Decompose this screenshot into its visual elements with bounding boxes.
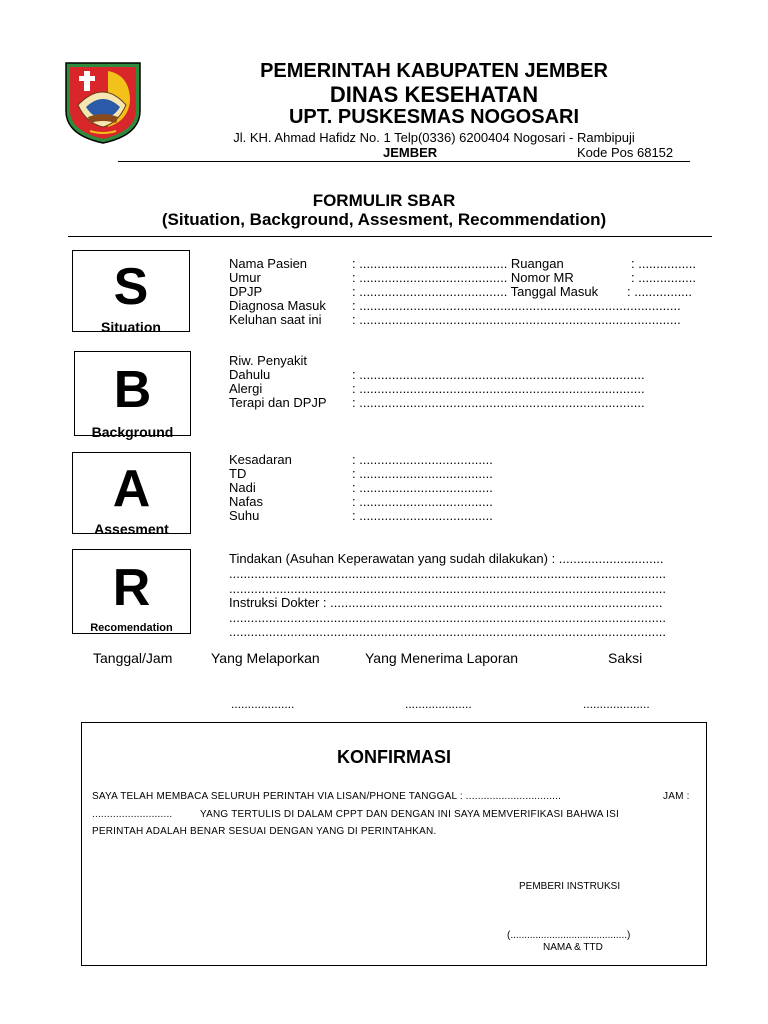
field-tindakan-line-2[interactable]: ......................................................................................................................... — [229, 581, 667, 596]
field-suhu[interactable]: : ..................................... — [352, 508, 493, 523]
field-nomor-mr[interactable]: : ................ — [631, 270, 697, 285]
field-kesadaran[interactable]: : ..................................... — [352, 452, 493, 467]
header-postal-code: Kode Pos 68152 — [577, 145, 674, 160]
situation-box — [72, 250, 190, 335]
label-terapi-dpjp: Terapi dan DPJP — [229, 395, 327, 410]
header-department: DINAS KESEHATAN — [329, 82, 539, 107]
background-label: Background — [91, 424, 174, 440]
label-suhu: Suhu — [229, 508, 260, 523]
konfirmasi-jam-label: JAM : — [663, 791, 690, 802]
signature-yang-menerima: Yang Menerima Laporan — [365, 650, 519, 666]
konfirmasi-statement-line-2: YANG TERTULIS DI DALAM CPPT DAN DENGAN INI SAYA MEMVERIFIKASI BAHWA ISI — [200, 809, 619, 820]
field-riwayat-dahulu[interactable]: : ............................................................................... — [352, 367, 645, 382]
signature-saksi: Saksi — [608, 650, 643, 666]
title-divider — [68, 236, 712, 237]
header-government: PEMERINTAH KABUPATEN JEMBER — [260, 60, 608, 82]
pemberi-instruksi-label: PEMBERI INSTRUKSI — [519, 881, 621, 892]
pemberi-instruksi-signature-field[interactable]: (..........................................) — [507, 930, 631, 941]
field-nadi[interactable]: : ..................................... — [352, 480, 493, 495]
field-diagnosa[interactable]: : ......................................................................................... — [352, 298, 681, 313]
konfirmasi-title: KONFIRMASI — [337, 747, 451, 767]
background-box — [74, 351, 191, 440]
label-riwayat-penyakit: Riw. Penyakit — [229, 353, 308, 368]
label-td: TD — [229, 466, 247, 481]
label-diagnosa: Diagnosa Masuk — [229, 298, 326, 313]
signature-tanggal-jam: Tanggal/Jam — [93, 650, 173, 666]
signature-yang-melaporkan: Yang Melaporkan — [211, 650, 320, 666]
field-ruangan[interactable]: : ................ — [631, 256, 697, 271]
form-subtitle: (Situation, Background, Assesment, Recommendation) — [161, 210, 607, 229]
konfirmasi-jam-field[interactable]: ........................... — [92, 809, 173, 820]
signature-line-melaporkan[interactable]: ................... — [231, 697, 295, 711]
field-instruksi-line-1[interactable]: ......................................................................................................................... — [229, 610, 667, 625]
recommendation-letter: R — [112, 559, 151, 617]
field-tindakan[interactable]: Tindakan (Asuhan Keperawatan yang sudah dilakukan) : ............................. — [229, 551, 664, 566]
label-alergi: Alergi — [229, 381, 263, 396]
assessment-box — [72, 452, 191, 537]
label-kesadaran: Kesadaran — [229, 452, 292, 467]
field-instruksi-dokter[interactable]: Instruksi Dokter : ............................................................................................ — [229, 595, 663, 610]
field-instruksi-line-2[interactable]: ......................................................................................................................... — [229, 624, 667, 639]
recommendation-box — [72, 549, 191, 634]
situation-letter: S — [113, 258, 149, 316]
header-city: JEMBER — [383, 145, 438, 160]
nama-ttd-label: NAMA & TTD — [543, 942, 603, 953]
label-dpjp: DPJP — [229, 284, 263, 299]
header-divider — [118, 161, 690, 162]
field-umur-nomor-mr[interactable]: : ......................................... Nomor MR — [352, 270, 574, 285]
field-nafas[interactable]: : ..................................... — [352, 494, 493, 509]
field-tanggal-masuk[interactable]: : ................ — [627, 284, 693, 299]
field-terapi-dpjp[interactable]: : ............................................................................... — [352, 395, 645, 410]
label-umur: Umur — [229, 270, 261, 285]
header-address: Jl. KH. Ahmad Hafidz No. 1 Telp(0336) 6200404 Nogosari - Rambipuji — [233, 130, 635, 145]
label-nafas: Nafas — [229, 494, 263, 509]
label-keluhan: Keluhan saat ini — [229, 312, 322, 327]
situation-label: Situation — [101, 319, 161, 335]
header-unit: UPT. PUSKESMAS NOGOSARI — [288, 106, 580, 128]
label-dahulu: Dahulu — [229, 367, 271, 382]
recommendation-label: Recomendation — [90, 622, 173, 634]
signature-line-saksi[interactable]: .................... — [583, 697, 650, 711]
assessment-label: Assesment — [94, 521, 169, 537]
form-title: FORMULIR SBAR — [312, 191, 456, 210]
field-alergi[interactable]: : ............................................................................... — [352, 381, 645, 396]
field-tindakan-line-1[interactable]: ......................................................................................................................... — [229, 566, 667, 581]
konfirmasi-statement-line-3: PERINTAH ADALAH BENAR SESUAI DENGAN YANG DI PERINTAHKAN. — [92, 826, 437, 837]
signature-line-menerima[interactable]: .................... — [405, 697, 472, 711]
assessment-letter: A — [112, 460, 151, 518]
field-dpjp-tanggal-masuk[interactable]: : ......................................... Tanggal Masuk — [352, 284, 599, 299]
kabupaten-jember-logo — [64, 61, 142, 145]
field-nama-ruangan[interactable]: : ......................................... Ruangan — [352, 256, 564, 271]
background-letter: B — [113, 361, 152, 419]
label-nama-pasien: Nama Pasien — [229, 256, 308, 271]
field-td[interactable]: : ..................................... — [352, 466, 493, 481]
label-nadi: Nadi — [229, 480, 256, 495]
konfirmasi-statement-line-1: SAYA TELAH MEMBACA SELURUH PERINTAH VIA LISAN/PHONE TANGGAL : ................................ — [92, 791, 562, 802]
field-keluhan[interactable]: : ......................................................................................... — [352, 312, 681, 327]
